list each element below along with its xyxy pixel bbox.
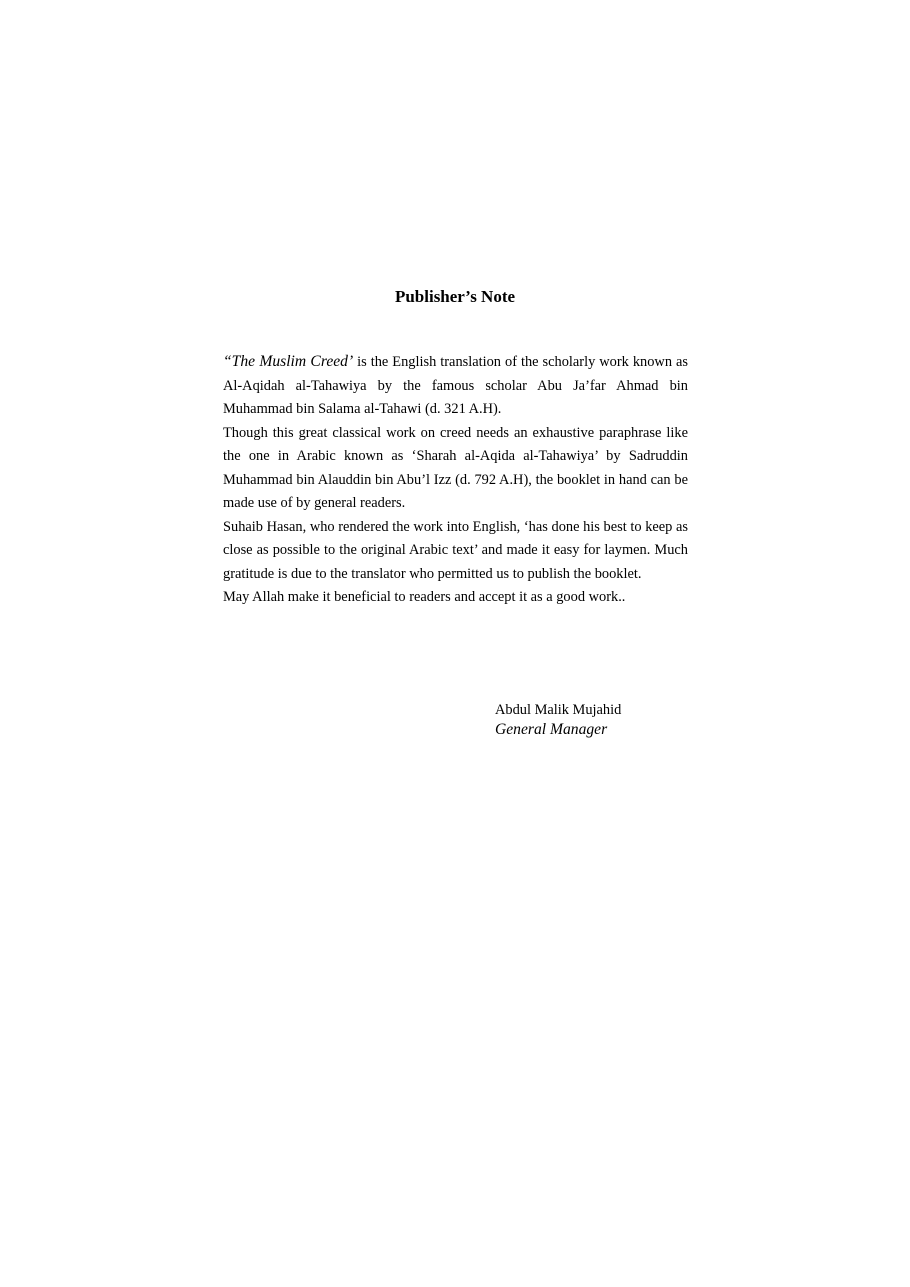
- paragraph-closing: May Allah make it beneficial to readers and accept it as a good work..: [223, 589, 626, 605]
- book-title-italic: “The Muslim Creed’: [223, 353, 354, 370]
- page-title: Publisher’s Note: [394, 287, 516, 306]
- note-body: [223, 350, 688, 610]
- signatory-role: General Manager: [495, 721, 608, 738]
- paragraph-intro-text: is the English translation of the scholarly work known as Al-Aqidah al-Tahawiya by the famous scholar Abu Ja’far Ahmad bin Muhammad bin Salama al-Tahawi (d. 321 A.H).: [223, 354, 688, 417]
- paragraph-commentary: Though this great classical work on creed needs an exhaustive paraphrase like the one in Arabic known as ‘Sharah al-Aqida al-Tahawiya’ by Sadruddin Muhammad bin Alauddin bin Abu’l Izz (d. 792 A.H), the booklet in hand can be made use of by general readers.: [223, 424, 688, 511]
- signature-block: [495, 700, 795, 740]
- paragraph-translator: Suhaib Hasan, who rendered the work into English, ‘has done his best to keep as close as possible to the original Arabic text’ and made it easy for laymen. Much gratitude is due to the translator who permitted us to publish the booklet.: [223, 518, 688, 582]
- paragraph-intro: [223, 350, 688, 422]
- signatory-name: Abdul Malik Mujahid: [495, 702, 622, 718]
